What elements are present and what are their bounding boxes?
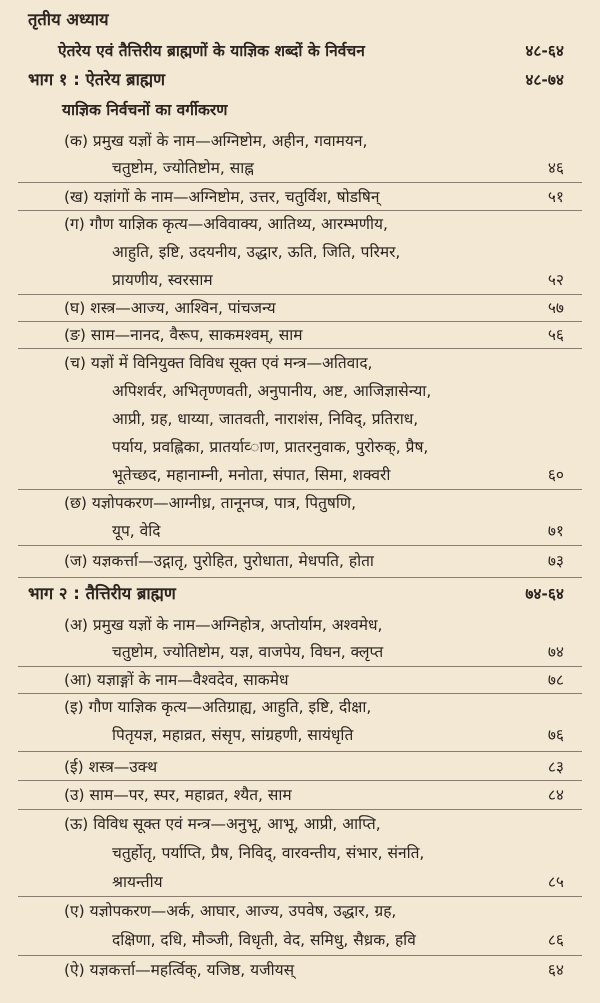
entry-line: प्रायणीय, स्वरसाम (112, 271, 213, 289)
entry-line: चतुर्होतृ, पर्याप्ति, प्रैष, निविद्, वारवन्तीय, संभार, संनति, (112, 844, 425, 862)
entry-line: पितृयज्ञ, महाव्रत, संसृप, सांग्रहणी, सायंधृति (112, 726, 354, 744)
divider (18, 348, 582, 349)
entry-page: ६० (547, 466, 564, 484)
part1-heading: भाग १ : ऐतरेय ब्राह्मण (28, 70, 166, 89)
divider (18, 693, 582, 694)
divider (18, 489, 582, 490)
entry-line: अपिशर्वर, अभितृण्णवती, अनुपानीय, अष्ट, आजिज्ञासेन्या, (112, 382, 432, 400)
entry-line: (च) यज्ञों में विनियुक्त विविध सूक्त एवं मन्त्र—अतिवाद, (64, 354, 373, 372)
part2-pages: ७४-६४ (525, 585, 564, 603)
part1-subheading: याज्ञिक निर्वचनों का वर्गीकरण (62, 101, 228, 119)
divider (18, 780, 582, 781)
entry-page: ५७ (547, 299, 564, 317)
entry-page: ५२ (547, 271, 564, 289)
intro-page: ४८-६४ (525, 42, 564, 60)
entry-line: दक्षिणा, दधि, मौञ्जी, विधृती, वेद, समिधु, सैध्रक, हवि (112, 931, 416, 949)
entry-page: ८६ (547, 931, 564, 949)
divider (18, 545, 582, 546)
entry-line: चतुष्टोम, ज्योतिष्टोम, साह्न (112, 159, 254, 177)
entry-page: ८४ (547, 786, 564, 804)
divider (18, 666, 582, 667)
entry-line: (ग) गौण याज्ञिक कृत्य—अविवाक्य, आतिथ्य, आरम्भणीय, (64, 215, 388, 233)
divider (18, 294, 582, 295)
entry-line: (इ) गौण याज्ञिक कृत्य—अतिग्राह्य, आहुति, इष्टि, दीक्षा, (64, 698, 372, 716)
entry-line: (ऐ) यज्ञकर्त्ता—महर्त्विक्, यजिष्ठ, यजीयस् (64, 961, 295, 979)
divider (18, 751, 582, 752)
entry-line: आहुति, इष्टि, उदयनीय, उद्धार, ऊति, जिति, परिमर, (112, 243, 401, 261)
entry-page: ७३ (547, 552, 564, 570)
entry-line: (छ) यज्ञोपकरण—आग्नीध्र, तानूनप्त्र, पात्र, पितुषणि, (64, 494, 357, 512)
divider (18, 321, 582, 322)
entry-page: ४६ (547, 159, 564, 177)
entry-page: ८५ (547, 873, 564, 891)
divider (18, 577, 582, 578)
entry-page: ८३ (547, 758, 564, 776)
entry-line: (क) प्रमुख यज्ञों के नाम—अग्निष्टोम, अहीन, गवामयन, (64, 132, 368, 150)
entry-line: (ई) शस्त्र—उक्थ (64, 758, 158, 776)
divider (18, 210, 582, 211)
divider (18, 955, 582, 956)
entry-line: आप्री, ग्रह, धाय्या, जातवती, नाराशंस, निविद्, प्रतिराध, (112, 410, 419, 428)
entry-page: ७१ (547, 522, 564, 540)
entry-line: चतुष्टोम, ज्योतिष्टोम, यज्ञ, वाजपेय, विघन, क्लृप्त (112, 643, 384, 661)
entry-line: (घ) शस्त्र—आज्य, आश्विन, पांचजन्य (64, 299, 276, 317)
divider (18, 809, 582, 810)
entry-line: श्रायन्तीय (112, 873, 163, 891)
part2-heading: भाग २ : तैत्तिरीय ब्राह्मण (28, 584, 176, 603)
entry-page: ५६ (547, 326, 564, 344)
divider (18, 182, 582, 183)
entry-line: भूतेच्छद, महानाम्नी, मनोता, संपात, सिमा, शक्वरी (112, 466, 391, 484)
entry-line: (उ) साम—पर, स्पर, महाव्रत, श्यैत, साम (64, 786, 292, 804)
divider (18, 896, 582, 897)
entry-line: (ज) यज्ञकर्त्ता—उद्गातृ, पुरोहित, पुरोधाता, मेधपति, होता (64, 552, 374, 570)
entry-line: (ङ) साम—नानद, वैरूप, साकमश्वम्, साम (64, 326, 303, 344)
entry-line: (आ) यज्ञाङ्गों के नाम—वैश्वदेव, साकमेध (64, 671, 289, 689)
entry-line: पर्याय, प्रवह्लिका, प्रातर्याव्‍ाण, प्रातरनुवाक, पुरोरुक्, प्रैष, (112, 438, 429, 456)
entry-line: (ऊ) विविध सूक्त एवं मन्त्र—अनुभू, आभू, आप्री, आप्ति, (64, 815, 381, 833)
part1-pages: ४८-७४ (525, 71, 564, 89)
entry-page: ५१ (547, 188, 564, 206)
entry-page: ७८ (547, 671, 564, 689)
entry-page: ६४ (547, 961, 564, 979)
entry-line: (ख) यज्ञांगों के नाम—अग्निष्टोम, उत्तर, चतुर्विश, षोडषिन् (64, 188, 380, 206)
chapter-title: तृतीय अध्याय (28, 10, 109, 29)
entry-line: (अ) प्रमुख यज्ञों के नाम—अग्निहोत्र, अप्तोर्याम, अश्वमेध, (64, 616, 383, 634)
entry-page: ७६ (547, 726, 564, 744)
entry-page: ७४ (547, 643, 564, 661)
intro-title: ऐतरेय एवं तैत्तिरीय ब्राह्मणों के याज्ञिक शब्दों के निर्वचन (58, 42, 365, 60)
entry-line: यूप, वेदि (112, 522, 161, 540)
entry-line: (ए) यज्ञोपकरण—अर्क, आघार, आज्य, उपवेष, उद्धार, ग्रह, (64, 902, 397, 920)
